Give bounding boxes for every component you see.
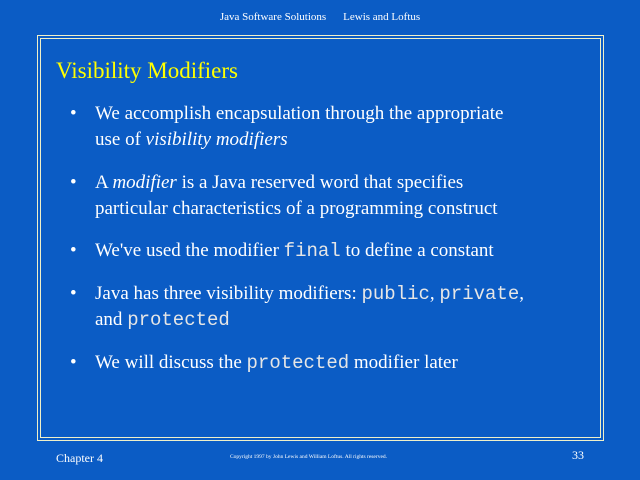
bullet-line [95,170,498,196]
text-span: We've used the modifier [95,240,284,261]
bullet-text [95,170,498,222]
emphasis-text: visibility modifiers [145,129,288,150]
code-keyword: private [439,283,520,305]
text-span: A [95,172,113,193]
text-span: Java has three visibility modifiers: [95,283,362,304]
bullet-line [95,307,524,333]
copyright-notice: Copyright 1997 by John Lewis and William Loftus. All rights reserved. [230,454,388,460]
bullet-marker: • [70,283,77,304]
text-span: and [95,309,128,330]
text-span: is a Java reserved word that specifies [176,172,464,193]
bullet-marker: • [70,172,77,193]
text-span: use of [95,129,146,150]
bullet-marker: • [70,240,77,261]
slide-title: Visibility Modifiers [56,58,238,83]
bullet-line: We accomplish encapsulation through the appropriate [95,103,504,124]
bullet-line: particular characteristics of a programming construct [95,198,498,219]
bullet-marker: • [70,103,77,124]
bullet-text [95,101,503,153]
page-number: 33 [572,448,584,462]
emphasis-text: modifier [112,172,177,193]
book-title: Java Software Solutions [219,11,327,23]
bullet-text [95,238,494,264]
code-keyword: public [361,283,430,305]
bullet-marker: • [70,352,77,373]
slide-header [0,11,640,23]
text-span: modifier later [349,352,458,373]
book-authors: Lewis and Loftus [343,11,421,23]
text-span: , [429,283,440,304]
code-keyword: final [283,240,341,262]
text-span: We will discuss the [95,352,247,373]
text-span: to define a constant [340,240,494,261]
bullet-text [95,350,458,376]
text-span: , [519,283,524,304]
code-keyword: protected [127,309,230,331]
bullet-line [95,281,524,307]
bullet-line [95,127,503,153]
code-keyword: protected [246,352,350,374]
chapter-label: Chapter 4 [56,451,103,465]
bullet-text [95,281,524,333]
